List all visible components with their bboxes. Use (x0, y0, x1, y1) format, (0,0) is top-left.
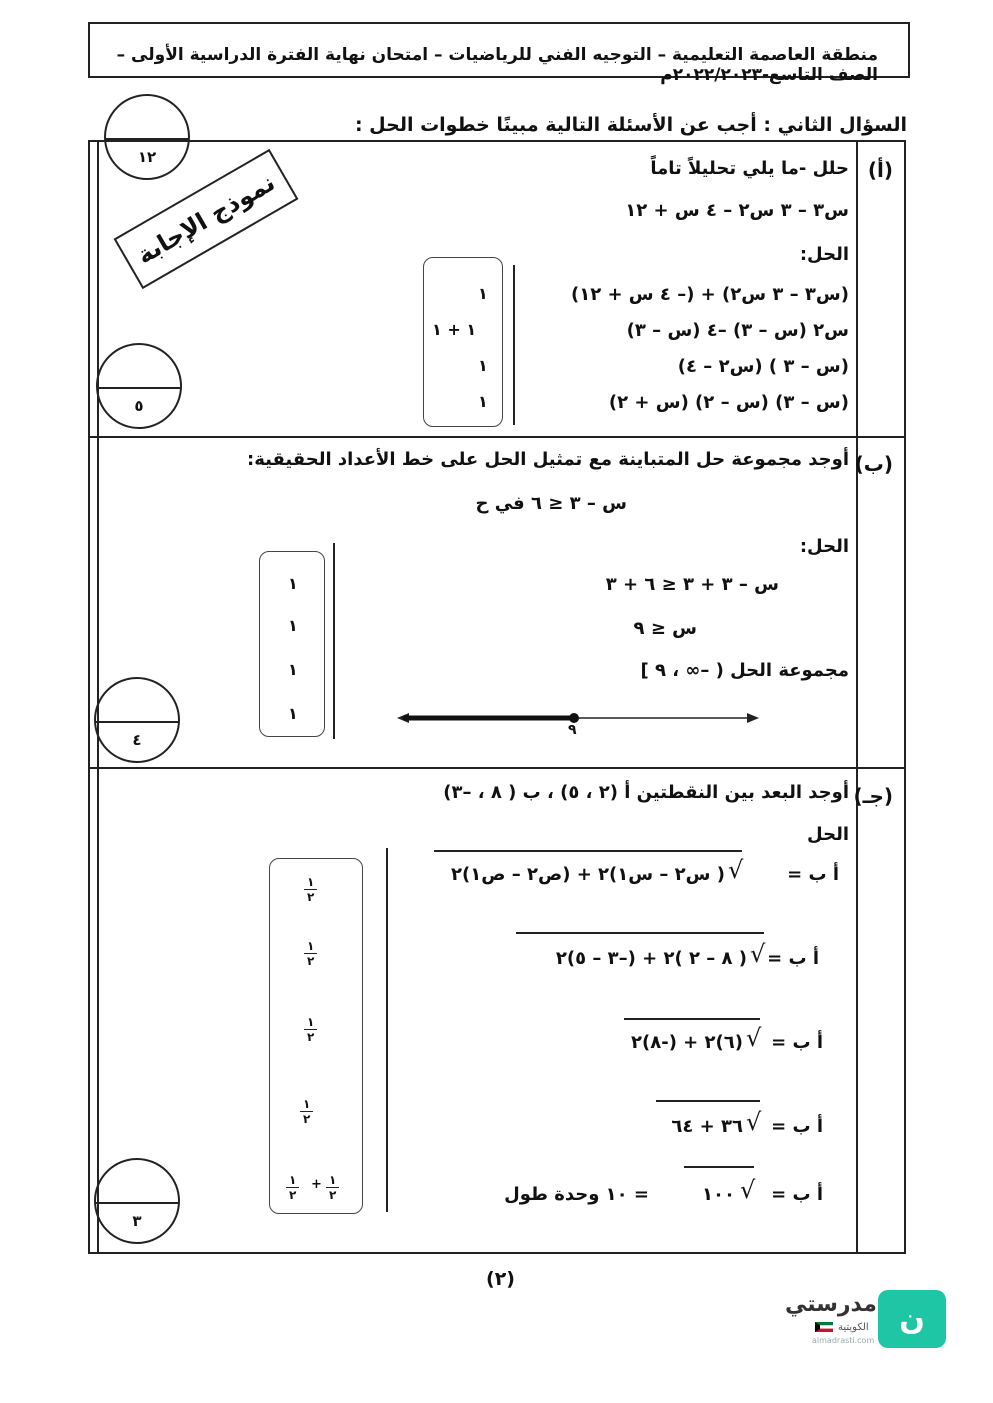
number-line-right-arrow (747, 713, 759, 723)
part-b-step-3: مجموعة الحل ( –∞ ، ٩ ] (640, 660, 849, 681)
distance-lhs-4: أ ب = (771, 1116, 823, 1137)
part-a-mark-1: ١ (478, 284, 488, 303)
distance-lhs-3: أ ب = (771, 1032, 823, 1053)
part-a-step-2: س٢ (س – ٣) –٤ (س – ٣) (626, 320, 849, 341)
mark-numerator: ١ (286, 1173, 299, 1188)
distance-substituted: ( ٨ – ٢ )٢ + (–٣ – ٥)٢ (555, 948, 747, 969)
part-b-mark-1: ١ (288, 574, 298, 593)
score-divider (106, 138, 188, 140)
kuwait-flag-icon (815, 1322, 833, 1332)
page-number: (٢) (486, 1268, 515, 1290)
sqrt-icon: √ (740, 1176, 756, 1204)
row-divider-b-c (90, 767, 904, 769)
part-b-step-2: س ≤ ٩ (633, 618, 697, 639)
part-a-marks-box (423, 257, 503, 427)
part-c-mark-5b (326, 1173, 339, 1202)
mark-denominator: ٢ (307, 890, 315, 904)
part-a-solution-label: الحل: (799, 244, 849, 265)
part-b-marks-divider (333, 543, 335, 739)
part-b-solution-label: الحل: (799, 536, 849, 557)
mark-numerator: ١ (304, 1015, 317, 1030)
sqrt-bar (684, 1166, 754, 1168)
part-a-mark-3: ١ (478, 356, 488, 375)
part-a-score: ٥ (134, 397, 144, 415)
logo-glyph: ن (899, 1301, 925, 1337)
label-column-divider (856, 142, 858, 1252)
mark-numerator: ١ (326, 1173, 339, 1188)
part-a-expression: س٣ – ٣ س٢ – ٤ س + ١٢ (625, 200, 849, 221)
total-score-circle (104, 94, 190, 180)
part-a-step-1: (س٣ – ٣ س٢) + (– ٤ س + ١٢) (570, 284, 849, 305)
part-a-step-4: (س – ٣) (س – ٢) (س + ٢) (608, 392, 849, 413)
mark-denominator: ٢ (307, 954, 315, 968)
total-score: ١٢ (137, 148, 157, 166)
score-divider (96, 721, 178, 723)
part-c-solution-label: الحل (807, 824, 849, 845)
part-a-score-circle (96, 343, 182, 429)
sqrt-icon: √ (746, 1024, 762, 1052)
part-a-mark-4: ١ (478, 392, 488, 411)
question-title: السؤال الثاني : أجب عن الأسئلة التالية مبينًا خطوات الحل : (354, 114, 907, 136)
distance-result: = ١٠ وحدة طول (504, 1184, 649, 1205)
part-b-prompt: أوجد مجموعة حل المتباينة مع تمثيل الحل على خط الأعداد الحقيقية: (247, 449, 849, 470)
distance-lhs-1: أ ب = (787, 864, 839, 885)
mark-denominator: ٢ (289, 1188, 297, 1202)
part-b-mark-3: ١ (288, 660, 298, 679)
part-c-score-circle (94, 1158, 180, 1244)
distance-formula: ( س٢ – س١)٢ + (ص٢ – ص١)٢ (451, 864, 725, 885)
score-divider (96, 1202, 178, 1204)
number-line-label: ٩ (568, 722, 577, 738)
part-b-score-circle (94, 677, 180, 763)
sqrt-icon: √ (746, 1108, 762, 1136)
part-c-mark-2 (304, 939, 317, 968)
mark-denominator: ٢ (329, 1188, 337, 1202)
sqrt-bar (434, 850, 742, 852)
number-line (395, 702, 765, 742)
mark-numerator: ١ (304, 939, 317, 954)
part-c-mark-1 (304, 875, 317, 904)
part-c-marks-box (269, 858, 363, 1214)
score-divider (98, 387, 180, 389)
part-a-label: (أ) (867, 158, 893, 182)
distance-sum: ٣٦ + ٦٤ (671, 1116, 743, 1137)
part-c-score: ٣ (132, 1212, 142, 1230)
part-c-mark-5a (286, 1173, 299, 1202)
stamp-text: نموذج الإجابة (132, 168, 280, 270)
distance-lhs-2: أ ب = (767, 948, 819, 969)
score-column-divider (97, 142, 99, 1252)
mark-numerator: ١ (304, 875, 317, 890)
part-b-score: ٤ (132, 731, 142, 749)
header-title: منطقة العاصمة التعليمية – التوجيه الفني للرياضيات – امتحان نهاية الفترة الدراسية الأولى – الصف التاسع-٢٠٢٢/٢٠٢٣م (116, 45, 878, 85)
part-c-label: (جـ) (853, 784, 893, 808)
part-b-label: (ب) (854, 452, 893, 476)
part-a-mark-2: ١ + ١ (432, 320, 477, 339)
part-c-mark-4 (300, 1097, 313, 1126)
sqrt-icon: √ (728, 856, 744, 884)
mark-numerator: ١ (300, 1097, 313, 1112)
logo-subtitle: الكويتية (838, 1322, 869, 1333)
distance-lhs-5: أ ب = (771, 1184, 823, 1205)
part-b-inequality: س – ٣ ≤ ٦ في ح (475, 493, 627, 514)
part-b-step-1: س – ٣ + ٣ ≤ ٦ + ٣ (605, 574, 779, 595)
part-b-mark-2: ١ (288, 616, 298, 635)
part-c-mark-plus: + (311, 1177, 322, 1192)
logo-url: almadrasti.com (812, 1336, 875, 1345)
part-b-marks-box (259, 551, 325, 737)
part-b-mark-4: ١ (288, 704, 298, 723)
sqrt-bar (516, 932, 764, 934)
distance-radicand: ١٠٠ (702, 1184, 735, 1205)
part-a-prompt: حلل -ما يلي تحليلاً تاماً (650, 158, 849, 179)
part-a-marks-divider (513, 265, 515, 425)
logo-name: مدرستي (785, 1292, 877, 1317)
sqrt-icon: √ (750, 940, 766, 968)
madrasti-logo-icon (878, 1290, 946, 1348)
mark-denominator: ٢ (303, 1112, 311, 1126)
sqrt-bar (624, 1018, 760, 1020)
part-c-mark-3 (304, 1015, 317, 1044)
part-c-marks-divider (386, 848, 388, 1212)
row-divider-a-b (90, 436, 904, 438)
part-a-step-3: (س – ٣ ) (س٢ – ٤) (677, 356, 849, 377)
sqrt-bar (656, 1100, 760, 1102)
mark-denominator: ٢ (307, 1030, 315, 1044)
part-c-prompt: أوجد البعد بين النقطتين أ (٢ ، ٥) ، ب ( ٨ ، –٣) (443, 782, 849, 803)
distance-simplified: (٦)٢ + (-٨)٢ (630, 1032, 743, 1053)
